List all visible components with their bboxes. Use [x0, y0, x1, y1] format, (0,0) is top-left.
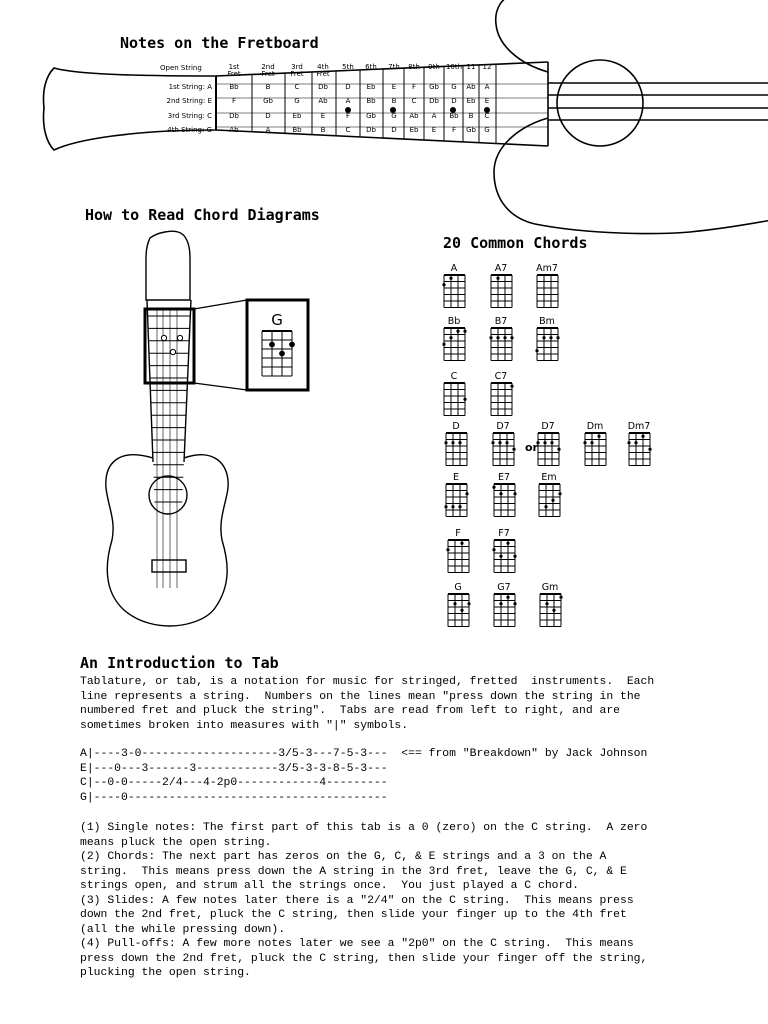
finger-dot: [451, 441, 454, 444]
finger-dot: [559, 596, 562, 599]
chord-name: E: [452, 472, 460, 483]
string-label: 4th String: G: [167, 125, 212, 134]
fret-note: C: [484, 111, 490, 120]
chord-diagram-neck-frets: [148, 316, 191, 502]
chord-diagram: [442, 263, 465, 308]
chord-name: F7: [498, 528, 510, 539]
fret-header: 9th: [428, 63, 440, 71]
chord-name: Dm7: [627, 421, 651, 432]
fret-note: Db: [318, 82, 328, 91]
notes-line: plucking the open string.: [80, 967, 251, 979]
notes-line: (1) Single notes: The first part of this tab is a 0 (zero) on the C string. A zero: [80, 822, 648, 834]
finger-dot: [544, 505, 547, 508]
fret-note: F: [451, 125, 457, 134]
chord-diagram: [539, 472, 562, 517]
fret-note: D: [391, 125, 397, 134]
fret-note: E: [484, 96, 490, 105]
chord-diagram: [494, 582, 517, 627]
finger-dot: [503, 336, 506, 339]
fret-note: Db: [366, 125, 376, 134]
fret-note: C: [411, 96, 417, 105]
finger-dot: [648, 448, 651, 451]
tab-intro-title: An Introduction to Tab: [80, 654, 279, 672]
finger-dot: [444, 441, 447, 444]
finger-dot: [543, 441, 546, 444]
fret-note: Db: [229, 111, 239, 120]
fret-note: Gb: [429, 82, 439, 91]
fret-header: 8th: [408, 63, 420, 71]
open-string-label: Open String: [160, 64, 202, 72]
fret-note: Gb: [366, 111, 376, 120]
fret-header: 4th Fret: [316, 63, 330, 78]
fret-header: 1st Fret: [227, 63, 241, 78]
string-label: 2nd String: E: [166, 96, 212, 105]
finger-dot: [460, 609, 463, 612]
finger-dot: [549, 336, 552, 339]
neck-highlight-dots: [161, 335, 182, 354]
fret-note: G: [484, 125, 490, 134]
fret-note: A: [484, 82, 490, 91]
fret-note: Bb: [292, 125, 302, 134]
chord-name: Am7: [536, 263, 558, 274]
lines-line: line represents a string. Numbers on the lines mean "press down the string in the: [80, 690, 641, 703]
example-chord-name: G: [271, 311, 283, 329]
chord-diagram: [491, 421, 515, 466]
chord-name: D: [452, 421, 460, 432]
fret-note: B: [320, 125, 326, 134]
finger-dot: [513, 492, 516, 495]
finger-dot: [467, 602, 470, 605]
finger-dot: [506, 596, 509, 599]
fret-header: 3rd Fret: [290, 63, 304, 78]
tab-lines-line: E|---0---3------3------------3/5-3-3-8-5-3---: [80, 762, 388, 775]
zoom-line-top: [194, 300, 247, 309]
finger-dot: [499, 602, 502, 605]
chord-name: A: [450, 263, 458, 274]
finger-dot: [491, 441, 494, 444]
finger-dot: [641, 435, 644, 438]
chord-diagram-title: How to Read Chord Diagrams: [85, 206, 320, 224]
tab-lines-line: C|--0-0-----2/4---4-2p0------------4---------: [80, 777, 388, 789]
chord-diagram: [442, 316, 466, 361]
fret-note: G: [294, 96, 300, 105]
fret-header: 7th: [388, 63, 400, 71]
fret-note: E: [431, 125, 437, 134]
chord-name: D7: [496, 421, 510, 432]
fret-header: 10th: [445, 63, 463, 71]
fret-note: B: [391, 96, 397, 105]
finger-dot: [499, 555, 502, 558]
notes-line: press down the 2nd fret, pluck the C string, then slide your finger off the string,: [80, 952, 648, 965]
chord-name: G: [454, 582, 462, 593]
or-label: or: [525, 441, 538, 454]
chord-diagram-ukulele: [106, 231, 228, 626]
chord-diagram: [536, 421, 560, 466]
chord-diagram: [444, 472, 468, 517]
finger-dot: [634, 441, 637, 444]
finger-dot: [597, 435, 600, 438]
tab-lines-line: A|----3-0--------------------3/5-3---7-5-3--- <== from "Breakdown" by Jack Johnson: [80, 748, 648, 760]
finger-dot: [510, 336, 513, 339]
chord-diagram: [448, 582, 471, 627]
finger-dot: [496, 277, 499, 280]
fret-note: D: [265, 111, 271, 120]
finger-dot: [492, 486, 495, 489]
finger-dot: [498, 441, 501, 444]
notes-line: means pluck the open string.: [80, 836, 272, 849]
lines-line: Tablature, or tab, is a notation for music for stringed, fretted instruments. Each: [80, 676, 655, 688]
common-chords-grid: [442, 263, 651, 627]
fret-note: F: [411, 82, 417, 91]
chord-diagram: [446, 528, 469, 573]
fret-header: 6th: [365, 63, 377, 71]
zoom-line-bottom: [194, 383, 247, 390]
finger-dot: [442, 343, 445, 346]
fret-note: Bb: [449, 111, 459, 120]
chord-diagram: [489, 316, 513, 361]
chord-diagram: [492, 528, 516, 573]
fret-note: G: [451, 82, 457, 91]
fret-note: Ab: [409, 111, 419, 120]
fret-note: E: [320, 111, 326, 120]
fret-note: Eb: [466, 96, 476, 105]
fret-note: Ab: [229, 125, 239, 134]
finger-dot: [449, 277, 452, 280]
chord-name: G7: [497, 582, 511, 593]
chord-diagram: [444, 371, 467, 416]
finger-dot: [590, 441, 593, 444]
chord-name: Dm: [586, 421, 604, 432]
notes-line: (4) Pull-offs: A few more notes later we see a "2p0" on the C string. This means: [80, 938, 634, 950]
finger-dot: [458, 505, 461, 508]
fret-note: Ab: [466, 82, 476, 91]
chord-name: D7: [541, 421, 555, 432]
finger-dot: [451, 505, 454, 508]
fret-note: Eb: [409, 125, 419, 134]
finger-dot: [556, 336, 559, 339]
finger-dot: [552, 609, 555, 612]
chord-diagram: [540, 582, 563, 627]
finger-dot: [290, 342, 295, 347]
fret-note: Gb: [466, 125, 476, 134]
fret-note: C: [345, 125, 351, 134]
fret-header: 12: [482, 63, 492, 71]
chord-name: Gm: [541, 582, 559, 593]
notes-line: (all the while pressing down).: [80, 923, 286, 936]
chord-diagram: [536, 263, 558, 308]
fret-note: G: [391, 111, 397, 120]
finger-dot: [513, 555, 516, 558]
fret-header: 2nd Fret: [261, 63, 275, 78]
finger-dot: [449, 336, 452, 339]
neck-highlight-box: [145, 309, 194, 383]
finger-dot: [492, 548, 495, 551]
notes-line: (3) Slides: A few notes later there is a "2/4" on the C string. This means press: [80, 894, 634, 907]
chord-name: C: [450, 371, 458, 382]
fret-header: 11: [466, 63, 476, 71]
chord-diagram: [491, 371, 514, 416]
notes-line: strings open, and strum all the strings once. You just played a C chord.: [80, 880, 579, 892]
finger-dot: [489, 336, 492, 339]
chord-diagram: [535, 316, 559, 361]
finger-dot: [270, 342, 275, 347]
fret-note: Gb: [263, 96, 273, 105]
finger-dot: [463, 398, 466, 401]
finger-dot: [458, 441, 461, 444]
notes-line: (2) Chords: The next part has zeros on the G, C, & E strings and a 3 on the A: [80, 851, 607, 863]
fret-note: Bb: [229, 82, 239, 91]
finger-dot: [542, 336, 545, 339]
chord-diagram: [583, 421, 606, 466]
finger-dot: [444, 505, 447, 508]
fret-note: A: [431, 111, 437, 120]
chord-name: Em: [541, 472, 557, 483]
notes-line: down the 2nd fret, pluck the C string, then slide your finger up to the 4th fret: [80, 909, 627, 921]
example-chord-grid: [262, 331, 294, 376]
finger-dot: [506, 542, 509, 545]
finger-dot: [535, 349, 538, 352]
fret-note: F: [231, 96, 237, 105]
finger-dot: [627, 441, 630, 444]
finger-dot: [280, 351, 285, 356]
lines-line: sometimes broken into measures with "|" symbols.: [80, 719, 409, 732]
finger-dot: [545, 602, 548, 605]
fret-note: B: [468, 111, 474, 120]
fret-note: D: [451, 96, 457, 105]
finger-dot: [558, 492, 561, 495]
chord-diagram: [627, 421, 651, 466]
fretboard-ukulele-body: [494, 0, 768, 234]
fret-note: Ab: [318, 96, 328, 105]
chord-diagram: [444, 421, 467, 466]
string-label: 3rd String: C: [167, 111, 212, 120]
finger-dot: [463, 330, 466, 333]
finger-dot: [557, 448, 560, 451]
fret-note: Eb: [366, 82, 376, 91]
chord-name: Bm: [539, 316, 555, 327]
fret-note: C: [294, 82, 300, 91]
chord-name: C7: [494, 371, 508, 382]
common-chords-title: 20 Common Chords: [443, 234, 588, 252]
finger-dot: [550, 441, 553, 444]
tab-lines-line: G|----0--------------------------------------: [80, 791, 388, 804]
finger-dot: [583, 441, 586, 444]
string-label: 1st String: A: [168, 82, 212, 91]
fret-note: A: [265, 125, 271, 134]
chord-name: B7: [494, 316, 508, 327]
finger-dot: [496, 336, 499, 339]
lines-line: numbered fret and pluck the string". Tabs are read from left to right, and are: [80, 705, 621, 717]
finger-dot: [453, 602, 456, 605]
chord-diagram: [492, 472, 516, 517]
finger-dot: [465, 492, 468, 495]
fretboard-title: Notes on the Fretboard: [120, 34, 319, 52]
chord-diagram: [491, 263, 512, 308]
fret-note: D: [345, 82, 351, 91]
finger-dot: [551, 499, 554, 502]
fret-note: A: [345, 96, 351, 105]
fret-note: Eb: [292, 111, 302, 120]
finger-dot: [510, 385, 513, 388]
finger-dot: [456, 330, 459, 333]
fret-header: 5th: [342, 63, 354, 71]
finger-dot: [513, 602, 516, 605]
finger-dot: [460, 542, 463, 545]
chord-name: E7: [497, 472, 511, 483]
fret-note: Db: [429, 96, 439, 105]
chord-name: F: [455, 528, 461, 539]
finger-dot: [446, 548, 449, 551]
fret-note: B: [265, 82, 271, 91]
finger-dot: [512, 448, 515, 451]
chord-name: A7: [494, 263, 508, 274]
chord-name: Bb: [447, 316, 461, 327]
fret-note: Bb: [366, 96, 376, 105]
notes-line: string. This means press down the A string in the 3rd fret, leave the G, C, & E: [80, 865, 627, 878]
finger-dot: [505, 441, 508, 444]
finger-dot: [442, 283, 445, 286]
fret-note: F: [345, 111, 351, 120]
finger-dot: [499, 492, 502, 495]
fret-note: E: [391, 82, 397, 91]
